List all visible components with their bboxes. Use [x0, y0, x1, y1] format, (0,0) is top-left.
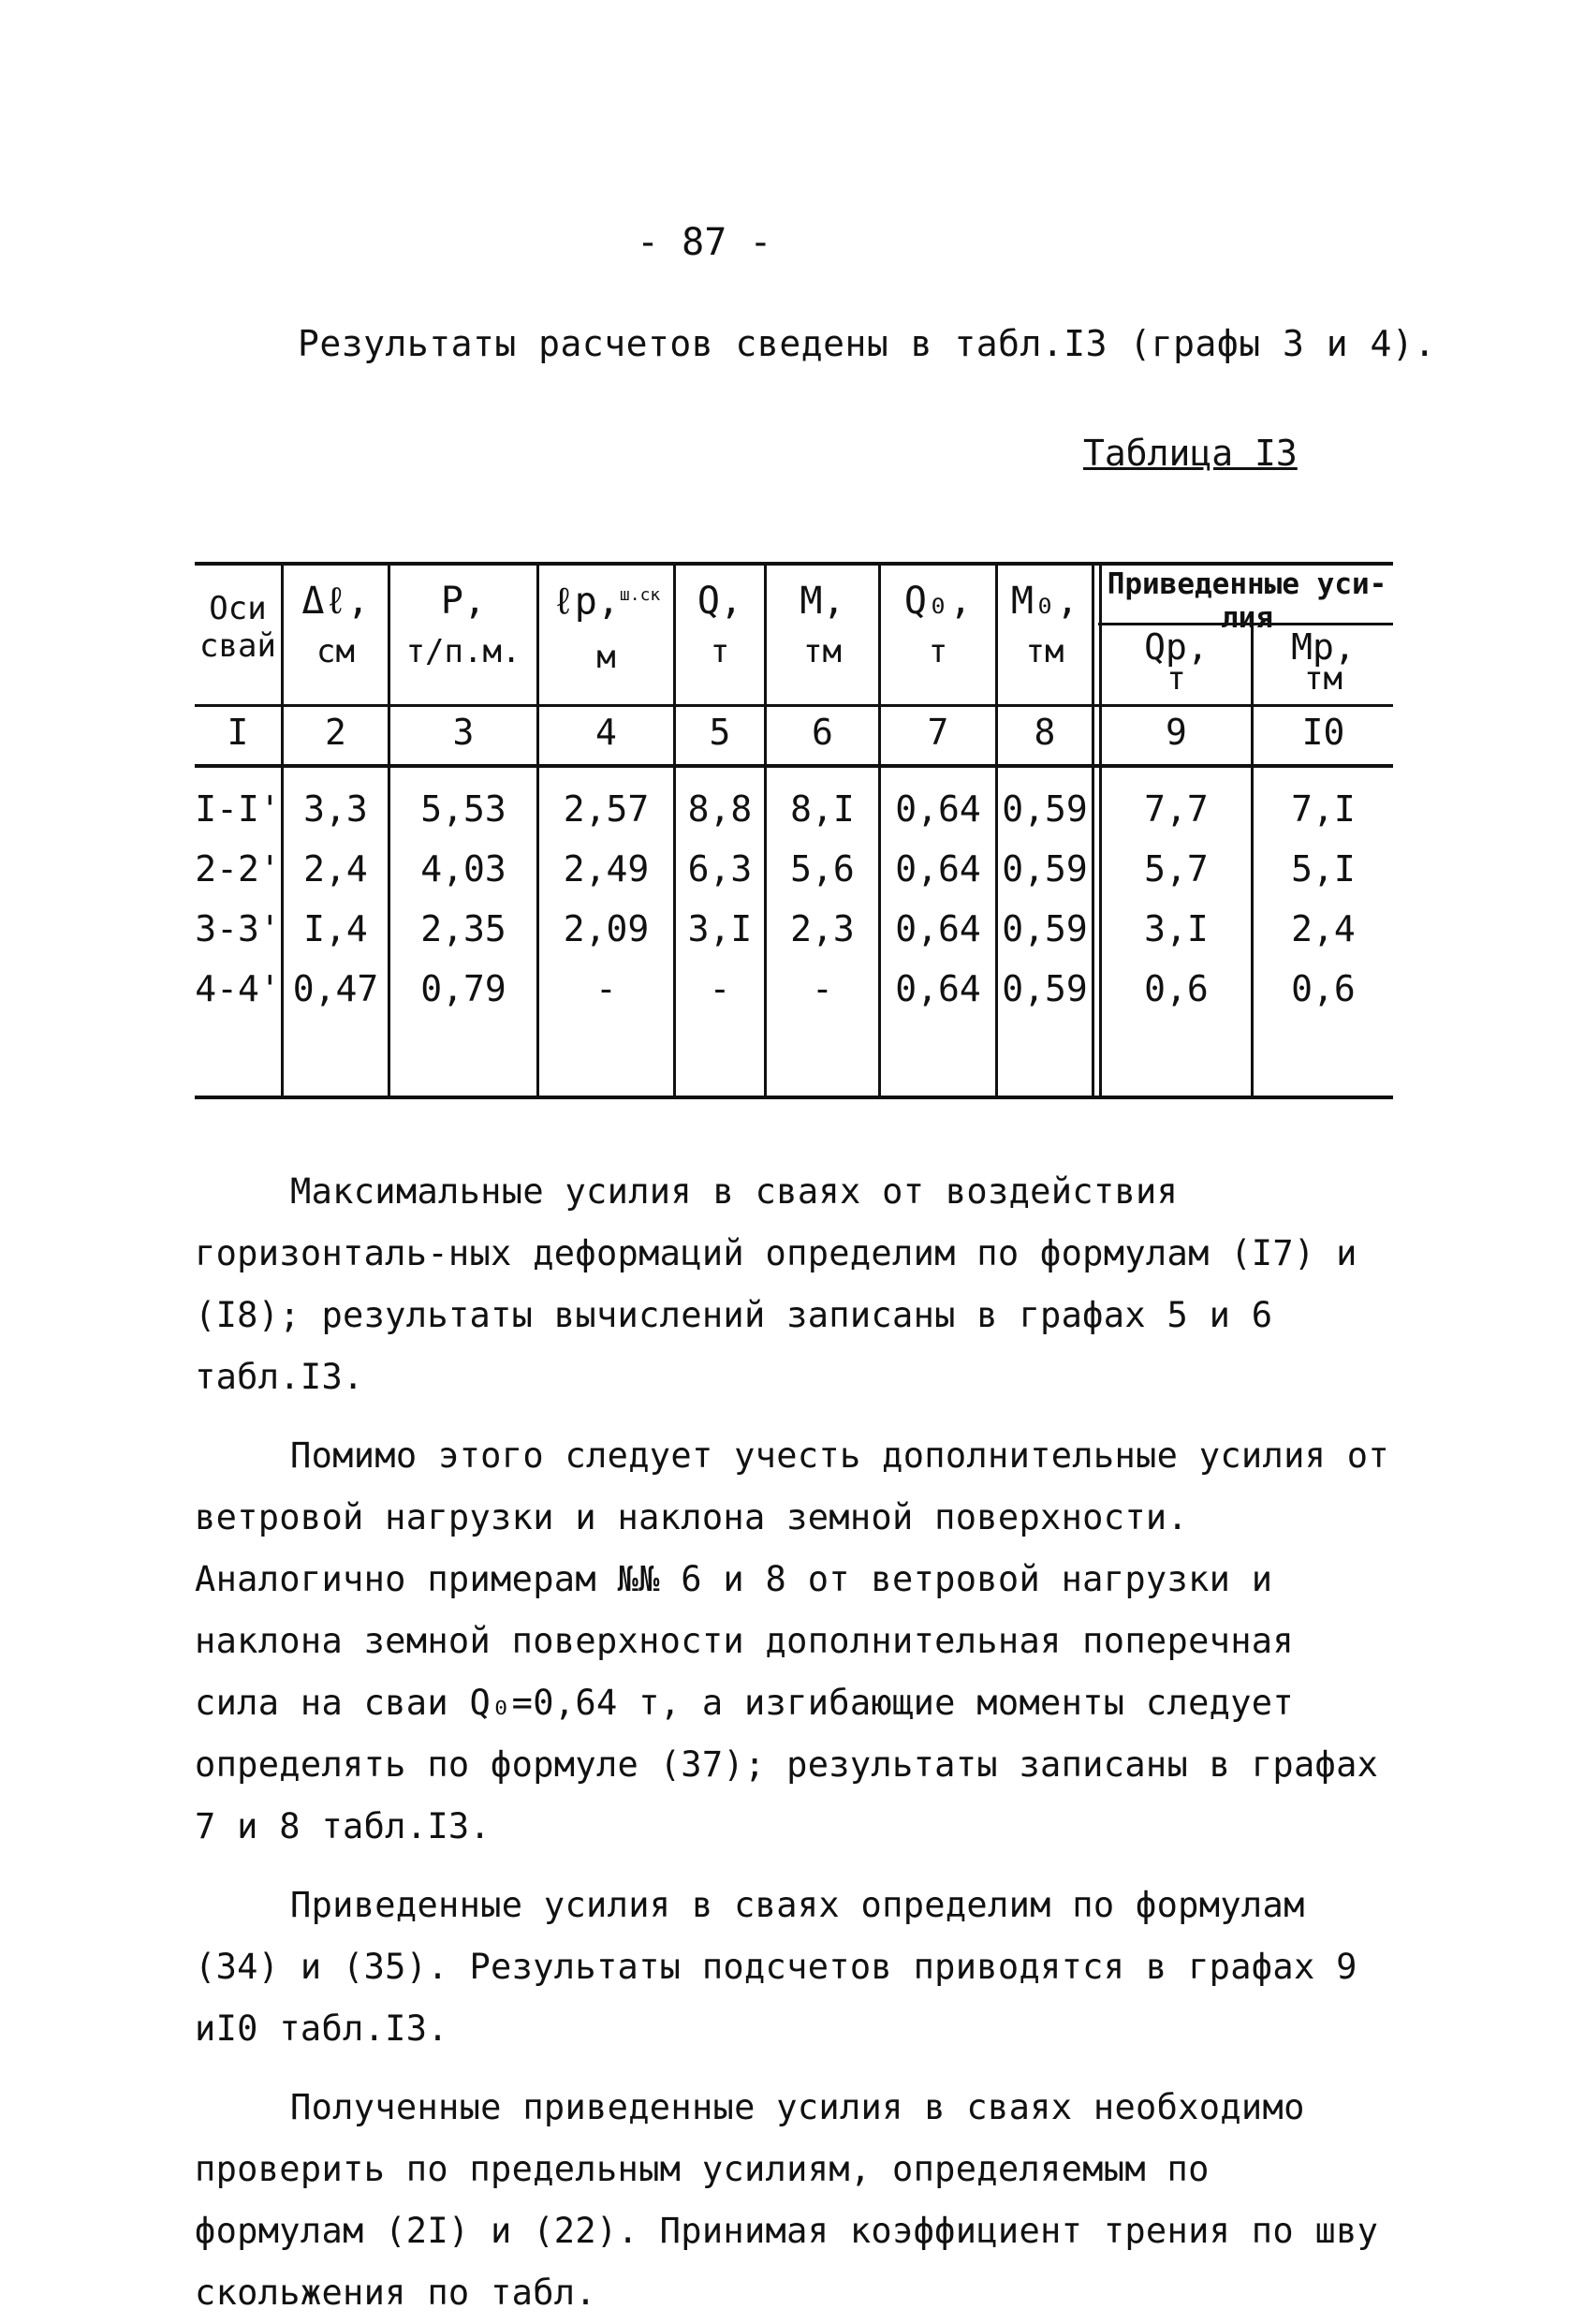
col-header-top [539, 577, 673, 624]
column-number: 5 [709, 712, 731, 753]
col-header-top: Qр, [1144, 626, 1209, 668]
col-header-axes [195, 590, 281, 665]
col-header-bottom: тм [1304, 660, 1343, 698]
col-header-top: M₀, [1010, 580, 1079, 623]
page-number: - 87 - [637, 221, 772, 264]
results-table [195, 562, 1393, 1100]
col-header-q [676, 582, 764, 670]
column-number: I0 [1301, 712, 1345, 753]
table-cell: 0,59 [1002, 788, 1088, 830]
col-header-bottom: т/п.м. [405, 633, 521, 670]
table-row [195, 848, 1393, 908]
header-group-label: Приведенные уси-лия [1107, 567, 1387, 635]
col-header-bottom: см [316, 633, 355, 670]
table-cell: 2,3 [790, 908, 855, 949]
col-header-bottom: тм [803, 633, 842, 670]
table-cell: 5,53 [420, 788, 506, 830]
column-numbers-row [195, 712, 1393, 772]
col-header-qp [1102, 626, 1251, 698]
column-number: 9 [1166, 712, 1187, 753]
table-cell: 3-3' [195, 908, 281, 949]
col-header-top: Оси [209, 590, 267, 627]
table-cell: 6,3 [687, 848, 753, 890]
table-cell: 5,7 [1144, 848, 1209, 890]
table-cell: 2,09 [563, 908, 650, 949]
col-header-top: P, [440, 580, 487, 623]
col-header-top: Q₀, [903, 580, 973, 623]
col-header-p [390, 582, 536, 670]
col-header-m0 [998, 582, 1092, 670]
col-header-bottom: свай [199, 627, 276, 665]
table-cell: 8,8 [687, 788, 753, 830]
table-cell: 0,64 [895, 908, 981, 949]
table-cell: 5,I [1291, 848, 1356, 890]
table-top-rule [195, 562, 1393, 566]
col-header-q0 [881, 582, 995, 670]
table-cell: 2,35 [420, 908, 506, 949]
col-header-dl [284, 582, 388, 670]
table-cell: 0,6 [1144, 968, 1209, 1009]
table-cell: 0,64 [895, 968, 981, 1009]
table-cell: 3,3 [303, 788, 368, 830]
paragraph: Помимо этого следует учесть дополнительные усилия от ветровой нагрузки и наклона земной поверхности. Аналогично примерам №№ 6 и 8 от ветровой нагрузки и наклона земной поверхности дополнительная поперечная сила на сваи Q₀=0,64 т, а изгибающие моменты следует определять по формуле (37); результаты записаны в графах 7 и 8 табл.I3. [195, 1435, 1389, 1846]
col-header-top: Q, [697, 580, 743, 623]
table-cell: 8,I [790, 788, 855, 830]
col-header-top: Δℓ, [301, 580, 370, 623]
body-text [195, 1161, 1393, 2324]
table-cell: 3,I [1144, 908, 1209, 949]
col-header-sup: ш.ск [619, 585, 661, 605]
table-caption: Таблица I3 [1083, 433, 1298, 474]
header-bottom-rule [195, 704, 1393, 707]
column-number: I [227, 712, 249, 753]
table-cell: 0,59 [1002, 908, 1088, 949]
table-cell: 5,6 [790, 848, 855, 890]
table-cell: 0,79 [420, 968, 506, 1009]
column-number: 2 [325, 712, 346, 753]
column-number: 3 [452, 712, 475, 753]
column-number: 7 [927, 712, 949, 753]
col-header-bottom: т [1166, 660, 1186, 698]
table-row [195, 908, 1393, 968]
col-header-m [767, 582, 878, 670]
table-cell: - [709, 968, 731, 1009]
table-cell: I-I' [195, 788, 281, 830]
table-cell: 4-4' [195, 968, 281, 1009]
table-cell: 7,7 [1144, 788, 1209, 830]
col-header-bottom: м [596, 639, 616, 677]
column-number: 6 [812, 712, 833, 753]
table-cell: 7,I [1291, 788, 1356, 830]
table-cell: I,4 [303, 908, 368, 949]
column-number: 8 [1034, 712, 1056, 753]
table-cell: - [595, 968, 617, 1009]
table-cell: 0,64 [895, 848, 981, 890]
table-cell: 2-2' [195, 848, 281, 890]
paragraph: Полученные приведенные усилия в сваях необходимо проверить по предельным усилиям, определяемым по формулам (2I) и (22). Принимая коэффициент трения по шву скольжения по табл. [195, 2087, 1379, 2313]
table-cell: 2,4 [1291, 908, 1356, 949]
table-cell: 0,6 [1291, 968, 1356, 1009]
paragraph: Приведенные усилия в сваях определим по формулам (34) и (35). Результаты подсчетов приводятся в графах 9 иI0 табл.I3. [195, 1885, 1357, 2049]
table-cell: 3,I [687, 908, 753, 949]
col-header-top-main: ℓp, [551, 580, 620, 624]
col-header-bottom: т [710, 633, 730, 670]
table-cell: 0,59 [1002, 968, 1088, 1009]
table-bottom-rule [195, 1096, 1393, 1099]
col-header-mp [1254, 626, 1393, 698]
col-header-top: M, [800, 580, 845, 623]
table-row [195, 788, 1393, 848]
table-cell: 2,4 [303, 848, 368, 890]
intro-line: Результаты расчетов сведены в табл.I3 (графы 3 и 4). [298, 323, 1436, 364]
table-cell: 0,47 [292, 968, 379, 1009]
paragraph: Максимальные усилия в сваях от воздействия горизонталь-ных деформаций определим по формулам (I7) и (I8); результаты вычислений записаны в графах 5 и 6 табл.I3. [195, 1171, 1357, 1397]
col-header-lp [539, 577, 673, 676]
table-cell: 0,64 [895, 788, 981, 830]
col-header-top: Mр, [1291, 626, 1356, 668]
table-cell: - [812, 968, 833, 1009]
table-cell: 2,57 [563, 788, 650, 830]
col-header-bottom: т [928, 633, 948, 670]
col-header-bottom: тм [1025, 633, 1064, 670]
table-cell: 2,49 [563, 848, 650, 890]
table-cell: 0,59 [1002, 848, 1088, 890]
column-number: 4 [595, 712, 617, 753]
table-cell: 4,03 [420, 848, 506, 890]
table-row [195, 968, 1393, 1028]
